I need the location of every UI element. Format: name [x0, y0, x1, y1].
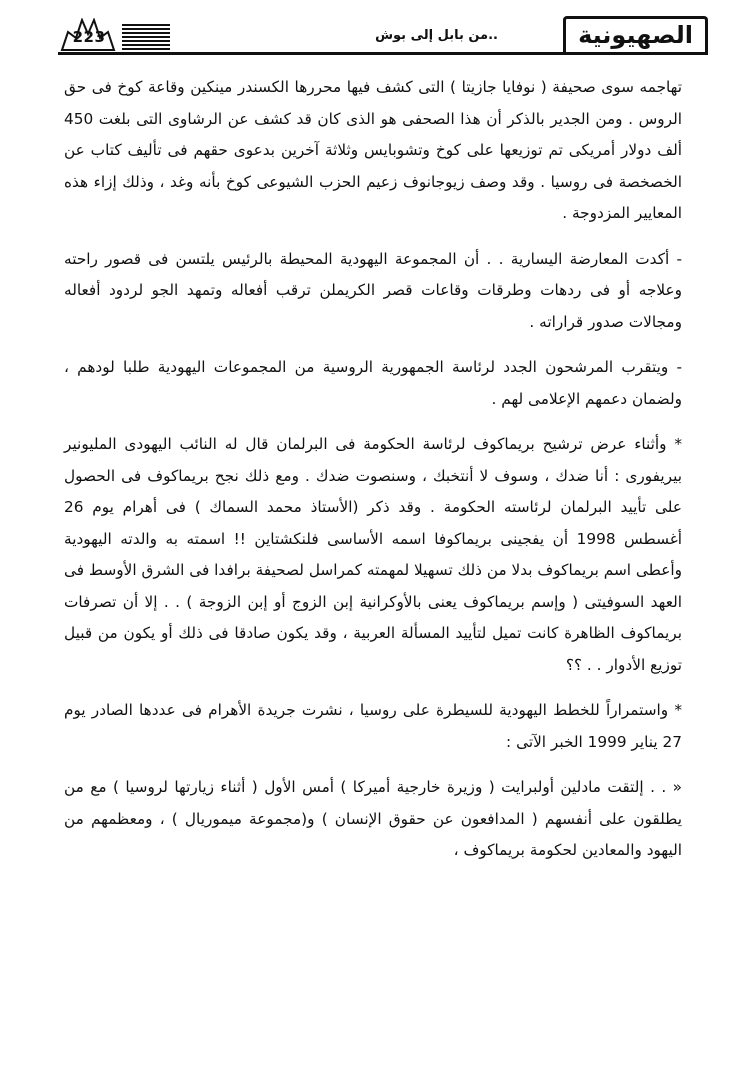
running-subtitle: ..من بابل إلى بوش — [375, 28, 498, 43]
paragraph-1: تهاجمه سوى صحيفة ( نوفايا جازيتا ) التى كشف فيها محررها الكسندر مينكين وقاعة كوخ فى حق الروس . ومن الجدير بالذكر أن هذا الصحفى هو الذى كان قد كشف عن الرشاوى التى بلغت 450 ألف دولار أمريكى تم توزيعها على كوخ وتشوبايس وثلاثة آخرين بدعوى حقهم فى تأليف كتاب عن الخصخصة فى روسيا . وقد وصف زيوجانوف زعيم الحزب الشيوعى كوخ بأنه وغد ، وذلك إزاء هذه المعايير المزدوجة . — [64, 78, 682, 222]
page-header — [58, 12, 708, 56]
paragraph-3: - ويتقرب المرشحون الجدد لرئاسة الجمهورية الروسية من المجموعات اليهودية طلبا لودهم ، ولضمان دعمهم الإعلامى لهم . — [64, 358, 682, 408]
paragraph-5: * واستمراراً للخطط اليهودية للسيطرة على روسيا ، نشرت جريدة الأهرام فى عددها الصادر يوم 27 يناير 1999 الخبر الآتى : — [64, 701, 682, 751]
header-rule — [58, 52, 708, 55]
paragraph-6: « . . إلتقت مادلين أولبرايت ( وزيرة خارجية أميركا ) أمس الأول ( أثناء زيارتها لروسيا ) مع من يطلقون على أنفسهم ( المدافعون عن حقوق الإنسان ) و(مجموعة ميموريال ) ، ومعظمهم من اليهود والمعادين لحكومة بريماكوف ، — [64, 778, 682, 859]
page-number: 223 — [72, 28, 106, 46]
page-number-badge — [58, 18, 118, 52]
page-body — [64, 72, 682, 867]
striped-ornament — [122, 24, 170, 50]
running-title: الصهيونية — [563, 16, 708, 53]
paragraph-4: * وأثناء عرض ترشيح بريماكوف لرئاسة الحكومة فى البرلمان قال له النائب اليهودى المليونير بيريفورى : أنا ضدك ، وسوف لا أنتخبك ، وسنصوت ضدك . ومع ذلك نجح بريماكوف فى الحصول على تأييد البرلمان لرئاسته الحكومة . وقد ذكر (الأستاذ محمد السماك ) فى أهرام يوم 26 أغسطس 1998 أن يفجينى بريماكوفا اسمه الأساسى فلنكشتاين !! اسمته به والدته اليهودية وأعطى اسم بريماكوف بدلا من ذلك تسهيلا لمهمته كمراسل لصحيفة برافدا فى الشرق الأوسط فى العهد السوفيتى ( وإسم بريماكوف يعنى بالأوكرانية إبن الزوج أو إبن الزوجة ) . . إلا أن تصرفات بريماكوف الظاهرة كانت تميل لتأييد المسألة العربية ، وقد يكون صادقا فى ذلك أو يكون من قبيل توزيع الأدوار . . ؟؟ — [64, 435, 682, 674]
paragraph-2: - أكدت المعارضة اليسارية . . أن المجموعة اليهودية المحيطة بالرئيس يلتسن فى قصور راحته وعلاجه أو فى ردهات وطرقات وقاعات قصر الكريملن ترقب أفعاله وتمهد الجو لردود أفعاله ومجالات صدور قراراته . — [64, 249, 682, 331]
